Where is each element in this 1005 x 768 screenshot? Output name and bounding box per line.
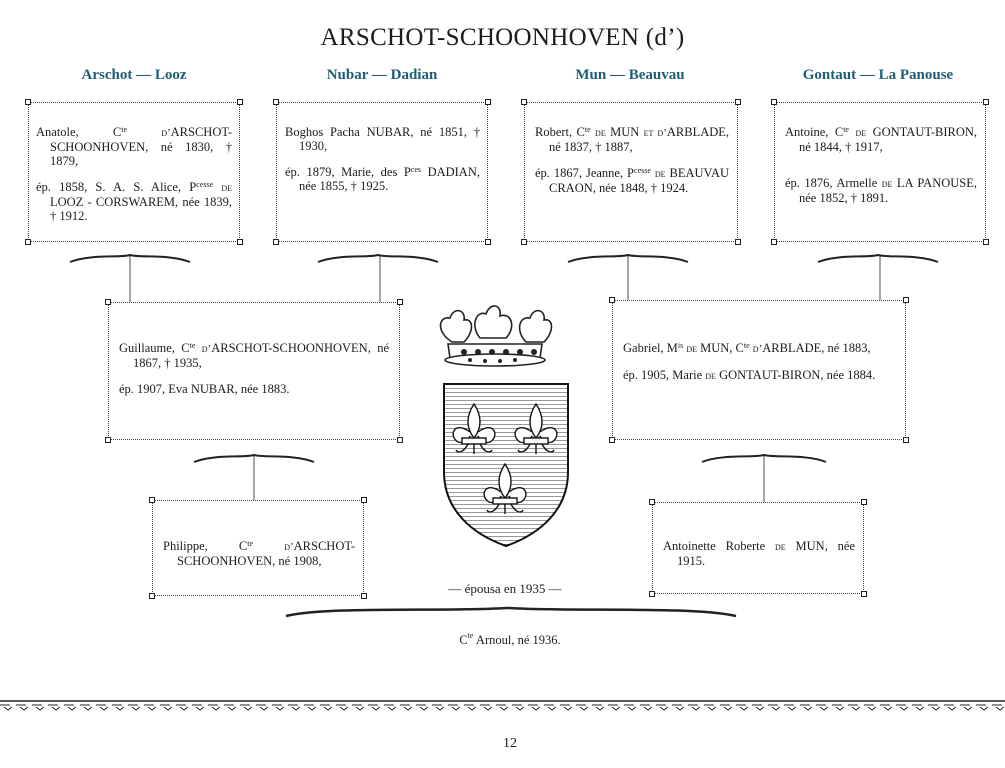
gabriel-marriage: ép. 1905, Marie de GONTAUT-BIRON, née 1884. xyxy=(623,368,876,382)
antoine-marriage: ép. 1876, Armelle de LA PANOUSE, née 1852, † 1891. xyxy=(785,176,977,205)
coat-of-arms-icon xyxy=(440,380,574,550)
boghos-entry: Boghos Pacha NUBAR, né 1851, † 1930, xyxy=(285,125,480,153)
antoinette-entry: Antoinette Roberte de MUN, née 1915. xyxy=(663,539,856,568)
column-heading-arschot-looz: Arschot — Looz xyxy=(81,67,187,83)
column-heading-mun-beauvau: Mun — Beauvau xyxy=(575,67,685,83)
decorative-rule xyxy=(0,698,1005,712)
robert-entry: Robert, $C^{te}$ de MUN et d’ARBLADE, né 1837, † 1887, xyxy=(535,125,730,154)
person-box-boghos xyxy=(276,102,488,242)
philippe-entry: Philippe, $C^{te}$ d’ARSCHOT-SCHOONHOVEN, né 1908, xyxy=(163,539,355,568)
robert-marriage: ép. 1867, Jeanne, $P^{cesse}$ de BEAUVAU CRAON, née 1848, † 1924. xyxy=(535,166,730,195)
person-box-antoine xyxy=(774,102,986,242)
anatole-marriage: ép. 1858, S. A. S. Alice, $P^{cesse}$ de LOOZ - CORSWAREM, née 1839, † 1912. xyxy=(36,180,232,223)
person-box-antoinette xyxy=(652,502,864,594)
gabriel-entry: Gabriel, $M^{is}$ de MUN, $C^{te}$ d’ARBLADE, né 1883, xyxy=(623,341,871,355)
person-box-philippe xyxy=(152,500,364,596)
anatole-entry: Anatole, $C^{te}$ d’ARSCHOT-SCHOONHOVEN, né 1830, † 1879, xyxy=(36,125,232,168)
person-box-robert xyxy=(524,102,738,242)
page-title: ARSCHOT-SCHOONHOVEN (d’) xyxy=(320,24,685,51)
column-heading-gontaut-la-panouse: Gontaut — La Panouse xyxy=(802,67,954,83)
boghos-marriage: ép. 1879, Marie, des $P^{ces}$ DADIAN, née 1855, † 1925. xyxy=(285,165,480,193)
column-heading-nubar-dadian: Nubar — Dadian xyxy=(326,67,438,83)
page-number: 12 xyxy=(503,736,517,751)
antoine-entry: Antoine, $C^{te}$ de GONTAUT-BIRON, né 1844, † 1917, xyxy=(785,125,978,154)
guillaume-marriage: ép. 1907, Eva NUBAR, née 1883. xyxy=(119,382,290,396)
guillaume-entry: Guillaume, $C^{te}$ d’ARSCHOT-SCHOONHOVEN, né 1867, † 1935, xyxy=(119,341,389,370)
marriage-note: — épousa en 1935 — xyxy=(448,581,562,596)
child-entry: $C^{te}$ Arnoul, né 1936. xyxy=(459,631,561,647)
person-box-guillaume xyxy=(108,302,400,440)
crown-icon xyxy=(430,302,560,368)
person-box-anatole xyxy=(28,102,240,242)
person-box-gabriel xyxy=(612,300,906,440)
